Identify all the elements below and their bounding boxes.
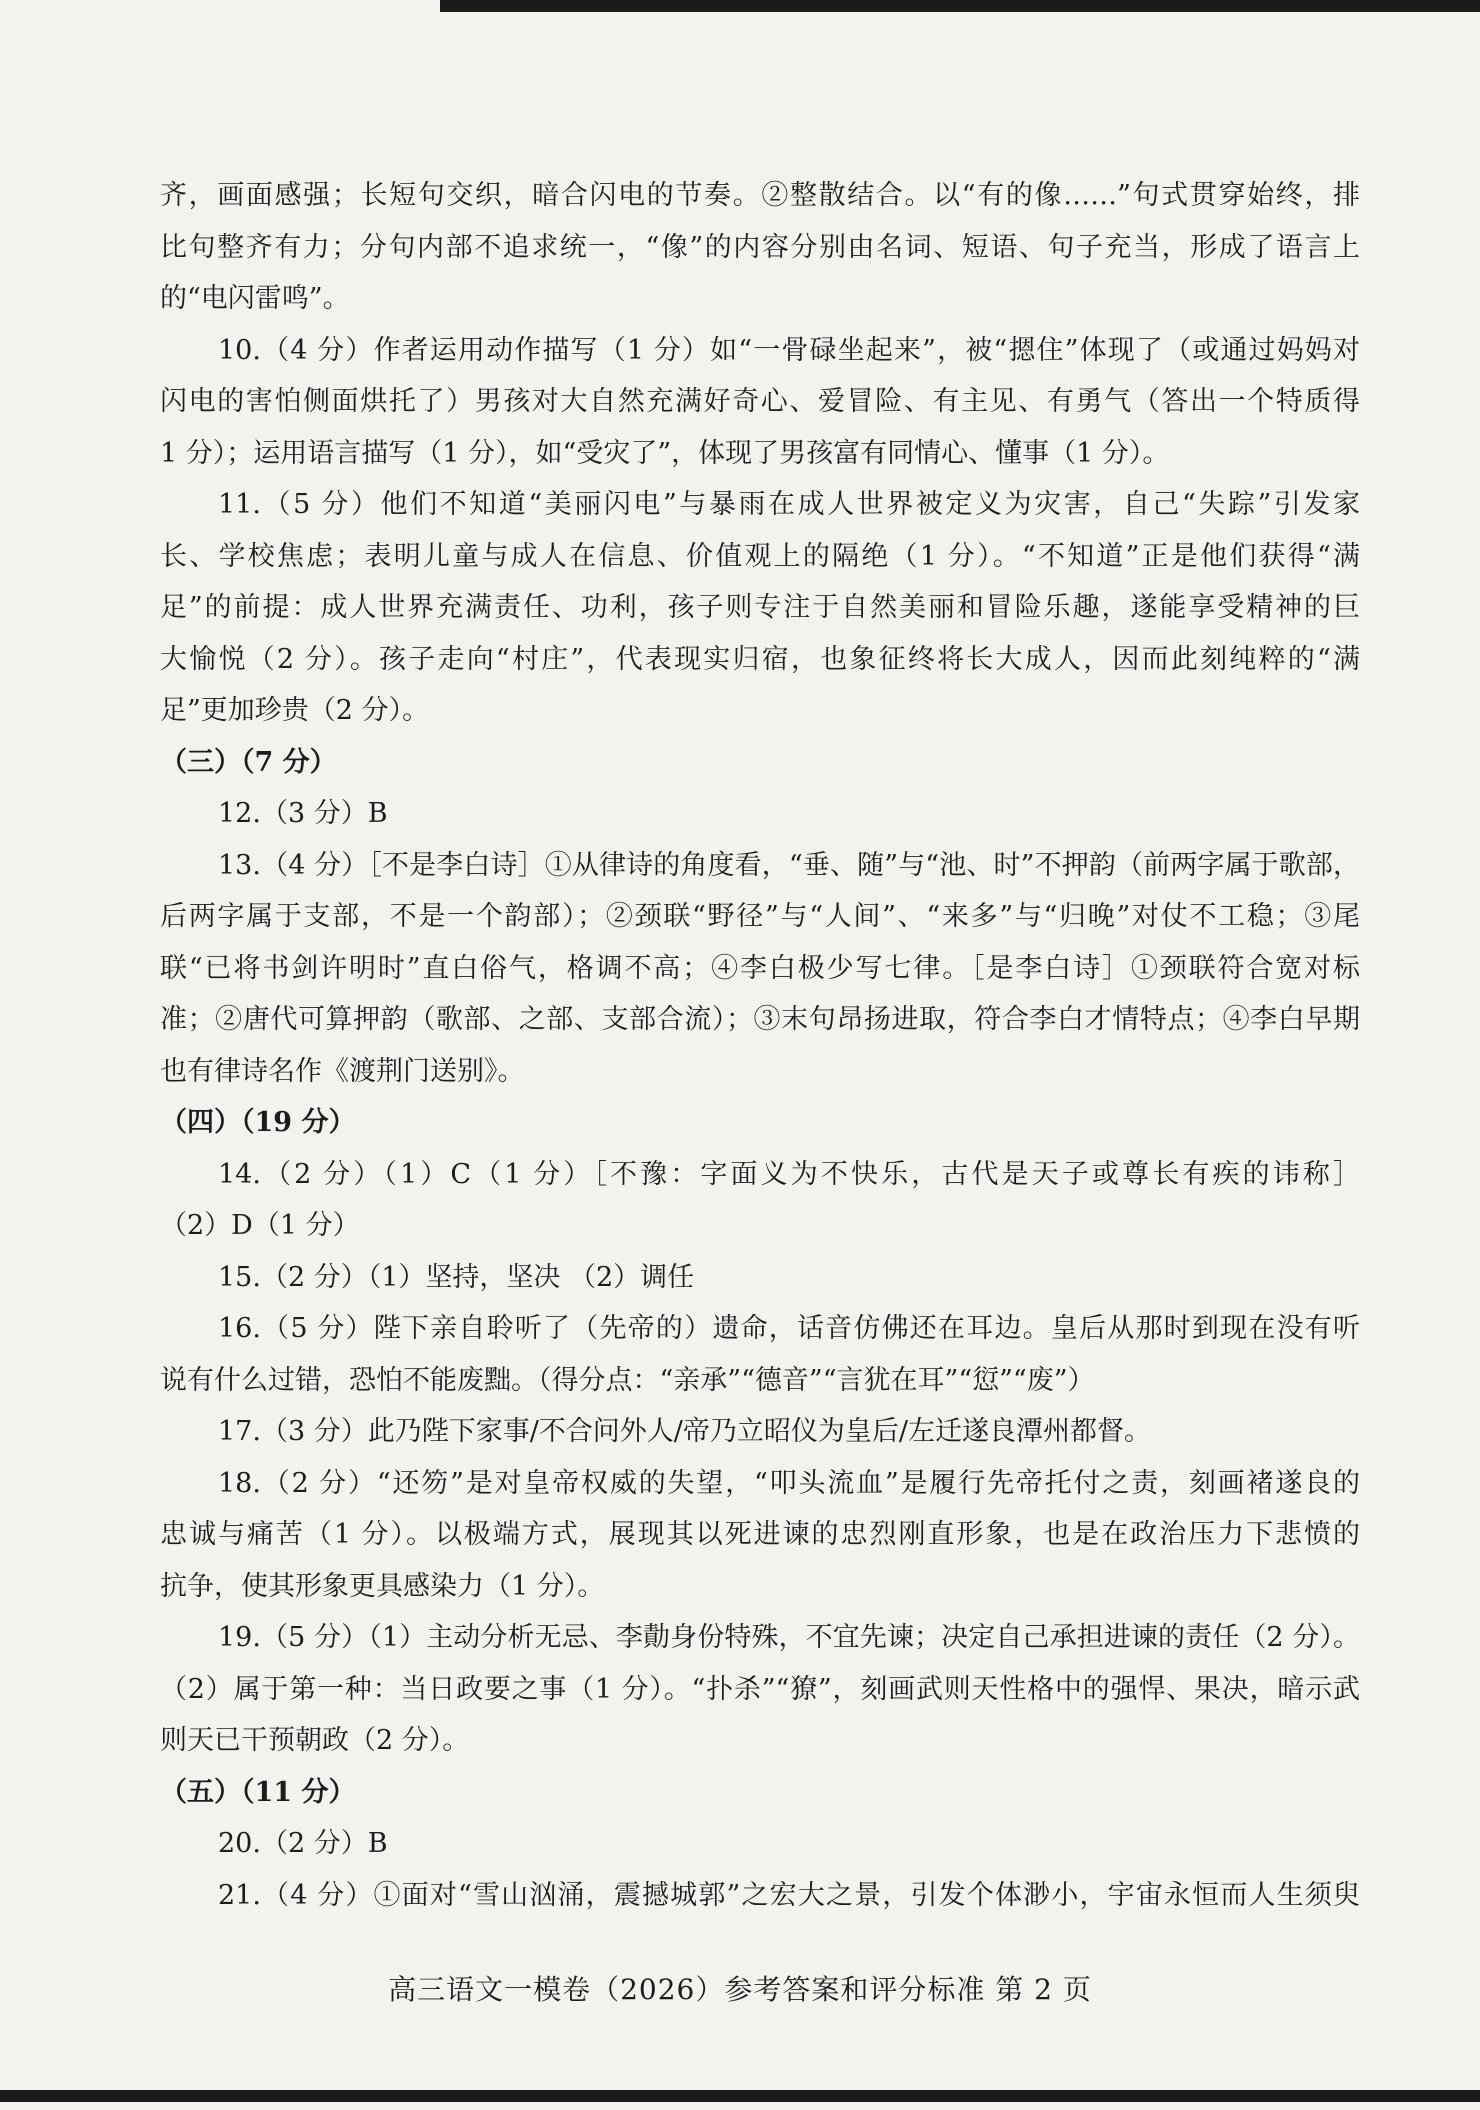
- text-line: 19.（5 分）（1）主动分析无忌、李勣身份特殊，不宜先谏；决定自己承担进谏的责任（2 分）。: [218, 1622, 1360, 1653]
- scan-top-edge: [440, 0, 1480, 12]
- text-line: 大愉悦（2 分）。孩子走向“村庄”，代表现实归宿，也象征终将长大成人，因而此刻纯粹的“满: [160, 643, 1360, 675]
- text-line: 18.（2 分）“还笏”是对皇帝权威的失望，“叩头流血”是履行先帝托付之责，刻画褚遂良的: [218, 1467, 1360, 1499]
- text-line: 10.（4 分）作者运用动作描写（1 分）如“一骨碌坐起来”，被“摁住”体现了（或通过妈妈对: [218, 334, 1360, 366]
- text-line: 17.（3 分）此乃陛下家事/不合问外人/帝乃立昭仪为皇后/左迁遂良潭州都督。: [218, 1416, 1151, 1447]
- text-line: 的“电闪雷鸣”。: [160, 283, 350, 314]
- text-line: 21.（4 分）①面对“雪山汹涌，震撼城郭”之宏大之景，引发个体渺小，宇宙永恒而人生须臾: [218, 1879, 1360, 1911]
- text-line: 15.（2 分）（1）坚持，坚决 （2）调任: [218, 1261, 695, 1293]
- text-line: 12.（3 分）B: [218, 798, 388, 829]
- text-line: 足”的前提：成人世界充满责任、功利，孩子则专注于自然美丽和冒险乐趣，遂能享受精神的巨: [160, 592, 1360, 623]
- text-line: 1 分）；运用语言描写（1 分），如“受灾了”，体现了男孩富有同情心、懂事（1 分）。: [160, 437, 1170, 469]
- text-line: 11.（5 分）他们不知道“美丽闪电”与暴雨在成人世界被定义为灾害，自己“失踪”引发家: [218, 489, 1360, 520]
- text-line: 也有律诗名作《渡荆门送别》。: [160, 1055, 525, 1087]
- text-line: 则天已干预朝政（2 分）。: [160, 1725, 470, 1756]
- text-line: （2）D（1 分）: [160, 1210, 360, 1241]
- text-line: 长、学校焦虑；表明儿童与成人在信息、价值观上的隔绝（1 分）。“不知道”正是他们获得“满: [160, 540, 1360, 572]
- text-line: 齐，画面感强；长短句交织，暗合闪电的节奏。②整散结合。以“有的像……”句式贯穿始终，排: [160, 180, 1360, 211]
- answer-text-body: [160, 170, 1360, 1921]
- text-line: 准；②唐代可算押韵（歌部、之部、支部合流）；③末句昂扬进取，符合李白才情特点；④李白早期: [160, 1004, 1360, 1035]
- text-line: 20.（2 分）B: [218, 1828, 388, 1859]
- text-line: 抗争，使其形象更具感染力（1 分）。: [160, 1570, 605, 1602]
- section-heading: （四）（19 分）: [160, 1107, 356, 1138]
- text-line: 14.（2 分）（1）C（1 分）［不豫：字面义为不快乐，古代是天子或尊长有疾的讳称］: [218, 1158, 1360, 1190]
- text-line: 联“已将书剑许明时”直白俗气，格调不高；④李白极少写七律。［是李白诗］①颈联符合宽对标: [160, 952, 1360, 984]
- text-line: 13.（4 分）［不是李白诗］①从律诗的角度看，“垂、随”与“池、时”不押韵（前两字属于歌部，: [218, 849, 1360, 881]
- text-line: 说有什么过错，恐怕不能废黜。（得分点：“亲承”“德音”“言犹在耳”“愆”“废”）: [160, 1364, 1095, 1396]
- text-line: 16.（5 分）陛下亲自聆听了（先帝的）遗命，话音仿佛还在耳边。皇后从那时到现在没有听: [218, 1313, 1360, 1344]
- section-heading: （三）（7 分）: [160, 746, 337, 778]
- section-heading: （五）（11 分）: [160, 1776, 356, 1808]
- text-line: 后两字属于支部，不是一个韵部）；②颈联“野径”与“人间”、“来多”与“归晚”对仗不工稳；③尾: [160, 901, 1360, 932]
- text-line: 比句整齐有力；分句内部不追求统一，“像”的内容分别由名词、短语、句子充当，形成了语言上: [160, 231, 1360, 263]
- text-line: 忠诚与痛苦（1 分）。以极端方式，展现其以死进谏的忠烈刚直形象，也是在政治压力下悲愤的: [160, 1519, 1360, 1550]
- text-line: 闪电的害怕侧面烘托了）男孩对大自然充满好奇心、爱冒险、有主见、有勇气（答出一个特质得: [160, 386, 1360, 417]
- page-footer: 高三语文一模卷（2026）参考答案和评分标准 第 2 页: [388, 1973, 1092, 2006]
- scan-bottom-edge: [0, 2090, 1480, 2102]
- text-line: （2）属于第一种：当日政要之事（1 分）。“扑杀”“獠”，刻画武则天性格中的强悍、果决，暗示武: [160, 1673, 1360, 1705]
- text-line: 足”更加珍贵（2 分）。: [160, 695, 430, 726]
